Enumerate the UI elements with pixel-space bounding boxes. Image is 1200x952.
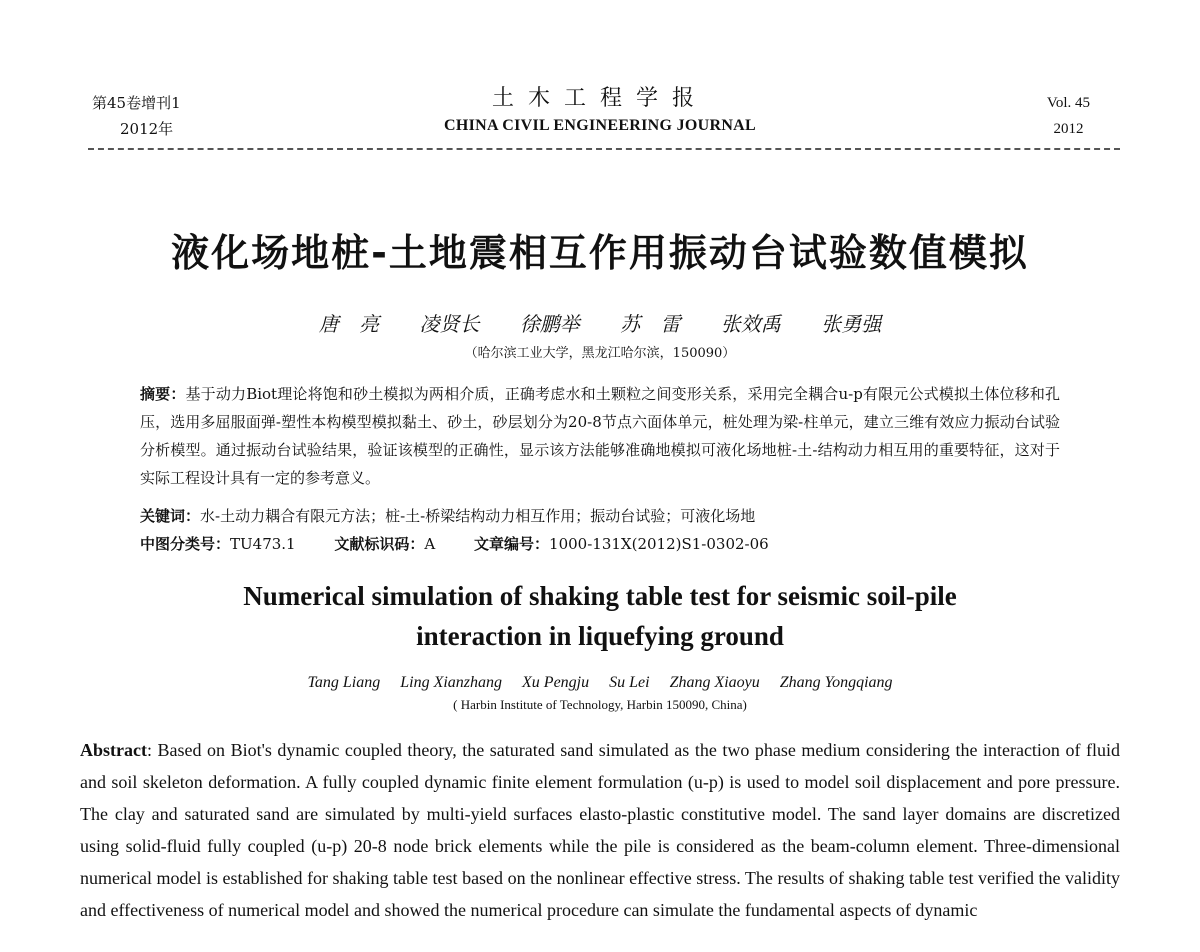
header-divider (88, 148, 1120, 150)
article-number (474, 535, 769, 553)
year-cn: 2012年 (120, 120, 174, 138)
journal-name-cn: 土木工程学报 (491, 86, 708, 111)
title-en-line2: interaction in liquefying ground (416, 621, 784, 651)
article-label: 文章编号： (474, 535, 550, 553)
clc-label: 中图分类号： (140, 535, 231, 553)
doc-label: 文献标识码： (334, 535, 425, 553)
year-en: 2012 (1053, 121, 1084, 137)
author-cn: 凌贤长 (419, 312, 480, 336)
author-cn: 张勇强 (821, 312, 882, 336)
volume-en: Vol. 45 (1046, 95, 1090, 111)
author-en: Zhang Xiaoyu (669, 674, 760, 691)
author-cn: 张效禹 (720, 312, 781, 336)
author-en: Su Lei (609, 674, 650, 691)
document-code (334, 535, 435, 553)
doc-value: A (424, 535, 436, 553)
paper-title-cn: 液化场地桩-土地震相互作用振动台试验数值模拟 (171, 231, 1029, 275)
paper-title-en (0, 576, 1200, 656)
article-value: 1000-131X(2012)S1-0302-06 (549, 535, 769, 553)
clc-value: TU473.1 (230, 535, 296, 553)
abstract-cn (140, 380, 1060, 492)
author-cn: 唐 亮 (318, 312, 380, 336)
author-list-en (0, 674, 1200, 692)
volume-cn: 第45卷增刊1 (92, 94, 181, 112)
header-volume-cn (92, 90, 181, 142)
classification-line (140, 530, 1060, 558)
keywords-cn-text: 水-土动力耦合有限元方法；桩-土-桥梁结构动力相互作用；振动台试验；可液化场地 (200, 507, 756, 525)
journal-name-en: CHINA CIVIL ENGINEERING JOURNAL (443, 117, 757, 134)
author-cn: 徐鹏举 (519, 312, 580, 336)
abstract-en-label: Abstract (80, 740, 147, 760)
author-list-cn (0, 308, 1200, 337)
clc-number (140, 535, 296, 553)
journal-masthead (330, 84, 870, 138)
title-en-line1: Numerical simulation of shaking table test for seismic soil-pile (243, 581, 957, 611)
author-cn: 苏 雷 (620, 312, 681, 336)
header-volume-en (1047, 90, 1090, 142)
abstract-cn-label: 摘要： (140, 385, 186, 403)
affiliation-en: ( Harbin Institute of Technology, Harbin 150090, China) (453, 697, 747, 712)
author-en: Tang Liang (307, 674, 381, 691)
keywords-cn-label: 关键词： (140, 507, 201, 525)
abstract-en (80, 734, 1120, 926)
affiliation-cn: （哈尔滨工业大学，黑龙江哈尔滨，150090） (464, 346, 736, 361)
abstract-cn-text: 基于动力Biot理论将饱和砂土模拟为两相介质，正确考虑水和土颗粒之间变形关系，采用完全耦合u-p有限元公式模拟土体位移和孔压，选用多屈服面弹-塑性本构模型模拟黏土、砂土，砂层划分为20-8节点六面体单元，桩处理为梁-柱单元，建立三维有效应力振动台试验分析模型。通过振动台试验结果，验证该模型的正确性，显示该方法能够准确地模拟可液化场地桩-土-结构动力相互用的重要特征，这对于实际工程设计具有一定的参考意义。 (140, 385, 1060, 487)
author-en: Zhang Yongqiang (779, 674, 893, 691)
author-en: Ling Xianzhang (400, 674, 503, 691)
author-en: Xu Pengju (522, 674, 590, 691)
abstract-en-text: : Based on Biot's dynamic coupled theory, the saturated sand simulated as the two phase medium considering the interaction of fluid and soil skeleton deformation. A fully coupled dynamic finite element formulation (u-p) is used to model soil displacement and pore pressure. The clay and saturated sand are simulated by multi-yield surfaces elasto-plastic constitutive model. The sand layer domains are discretized using solid-fluid fully coupled (u-p) 20-8 node brick elements while the pile is considered as the beam-column element. Three-dimensional numerical model is established for shaking table test based on the nonlinear effective stress. The results of shaking table test verified the validity and effectiveness of numerical model and showed the numerical procedure can simulate the fundamental aspects of dynamic (80, 740, 1120, 920)
keywords-cn (140, 502, 1060, 530)
